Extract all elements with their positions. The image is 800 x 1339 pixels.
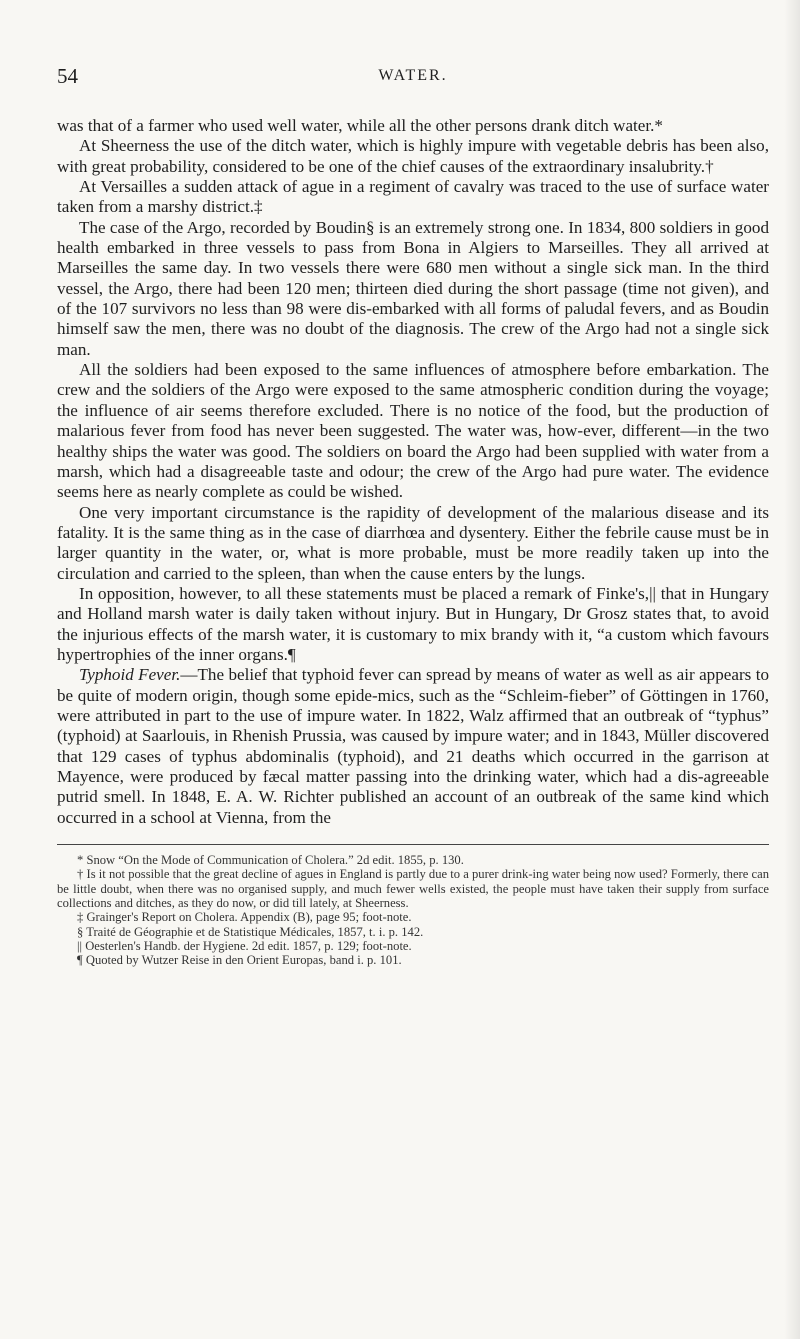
paragraph: was that of a farmer who used well water, while all the other persons drank ditch water.* bbox=[57, 116, 663, 135]
footnote: § Traité de Géographie et de Statistique Médicales, 1857, t. i. p. 142. bbox=[77, 924, 424, 939]
running-head: WATER. bbox=[378, 67, 448, 84]
paragraph: In opposition, however, to all these statements must be placed a remark of Finke's,|| that in Hungary and Holland marsh water is daily taken without injury. But in Hungary, Dr Grosz states that, to avoid the injurious effects of the marsh water, it is customary to mix brandy with it, “a custom which favours hypertrophies of the inner organs.¶ bbox=[57, 583, 769, 664]
paragraph: At Versailles a sudden attack of ague in a regiment of cavalry was traced to the use of surface water taken from a marshy district.‡ bbox=[57, 177, 769, 217]
paragraph: All the soldiers had been exposed to the same influences of atmosphere before embarkation. The crew and the soldiers of the Argo were exposed to the same atmospheric condition during the voyage; the influence of air seems therefore excluded. There is no notice of the food, but the production of malarious fever from food has never been suggested. The water was, how-ever, different—in the two healthy ships the water was good. The soldiers on board the Argo had been supplied with water from a marsh, which had a disagreeable taste and odour; the crew of the Argo had pure water. The evidence seems here as nearly complete as could be wished. bbox=[57, 360, 769, 502]
footnote: ‡ Grainger's Report on Cholera. Appendix (B), page 95; foot-note. bbox=[77, 910, 412, 925]
footnote-divider bbox=[57, 844, 769, 845]
page-header bbox=[57, 64, 769, 94]
footnote: || Oesterlen's Handb. der Hygiene. 2d edit. 1857, p. 129; foot-note. bbox=[77, 938, 412, 953]
footnote: * Snow “On the Mode of Communication of Cholera.” 2d edit. 1855, p. 130. bbox=[77, 853, 464, 868]
page-number: 54 bbox=[57, 64, 78, 88]
footnote: ¶ Quoted by Wutzer Reise in den Orient Europas, band i. p. 101. bbox=[77, 953, 402, 968]
paragraph: The case of the Argo, recorded by Boudin§ is an extremely strong one. In 1834, 800 soldiers in good health embarked in three vessels to pass from Bona in Algiers to Marseilles. They all arrived at Marseilles the same day. In two vessels there were 680 men without a single sick man. In the third vessel, the Argo, there had been 120 men; thirteen died during the short passage (time not given), and of the 107 survivors no less than 98 were dis-embarked with all forms of paludal fevers, and as Boudin himself saw the men, there was no doubt of the diagnosis. The crew of the Argo had not a single sick man. bbox=[57, 217, 769, 359]
section-lead: Typhoid Fever. bbox=[79, 665, 181, 685]
paragraph-typhoid-fever bbox=[57, 665, 769, 828]
paragraph-body: —The belief that typhoid fever can spread by means of water as well as air appears to be quite of modern origin, though some epide-mics, such as the “Schleim-fieber” of Göttingen in 1760, were attributed in part to the use of impure water. In 1822, Walz affirmed that an outbreak of “typhus” (typhoid) at Saarlouis, in Rhenish Prussia, was caused by impure water; and in 1843, Müller discovered that 129 cases of typhus abdominalis (typhoid), and 21 deaths which occurred in the garrison at Mayence, were produced by fæcal matter passing into the drinking water, which had a dis-agreeable putrid smell. In 1848, E. A. W. Richter published an account of an outbreak of the same kind which occurred in a school at Vienna, from the bbox=[57, 665, 769, 827]
paragraph: One very important circumstance is the rapidity of development of the malarious disease and its fatality. It is the same thing as in the case of diarrhœa and dysentery. Either the febrile cause must be in larger quantity in the water, or, what is more probable, must be more readily taken up into the circulation and carried to the spleen, than when the cause enters by the lungs. bbox=[57, 502, 769, 583]
book-page bbox=[57, 64, 769, 967]
body-text bbox=[57, 116, 769, 828]
paragraph: At Sheerness the use of the ditch water, which is highly impure with vegetable debris has been also, with great probability, considered to be one of the chief causes of the extraordinary insalubrity.† bbox=[57, 136, 769, 176]
footnote: † Is it not possible that the great decline of agues in England is partly due to a purer drink-ing water being now used? Formerly, there can be little doubt, when there was no organised supply, and much fewer wells existed, the people must have taken their supply from surface collections and ditches, as they do now, or did till lately, at Sheerness. bbox=[57, 867, 769, 910]
page-edge-shadow bbox=[784, 0, 800, 1339]
footnotes bbox=[57, 853, 769, 967]
